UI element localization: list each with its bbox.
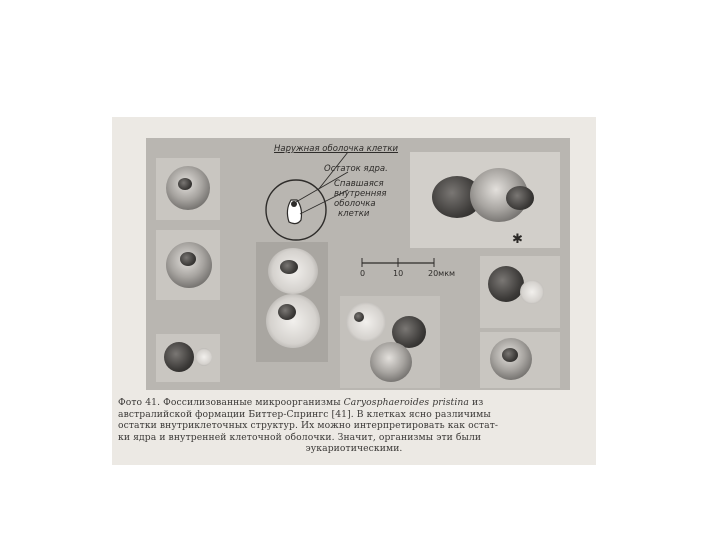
micrograph-cell-6: [480, 256, 560, 328]
label-outer-shell: Наружная оболочка клетки: [274, 144, 399, 154]
micrograph-cell-cluster: [410, 152, 560, 248]
cell-upper-nucleus: [280, 260, 298, 274]
cell-nucleus: [180, 252, 196, 266]
cell-lower: [370, 342, 412, 382]
caption-species-name: Caryosphaeroides pristina: [343, 397, 469, 408]
cell-lower-nucleus: [278, 304, 296, 320]
micrograph-cell-3: [256, 242, 328, 362]
cell-mass-3: [506, 186, 534, 210]
cell-diagram-svg: [236, 138, 416, 248]
micrograph-cell-7: [480, 332, 560, 388]
scale-label-10: 10: [393, 269, 404, 278]
label-inner-shell-1: Спавшаяся: [334, 179, 384, 189]
micrograph-cell-5: [156, 334, 220, 382]
label-nucleus-remnant: Остаток ядра.: [324, 164, 388, 174]
cell-diagram: [236, 138, 416, 248]
scale-label-20: 20мкм: [428, 269, 456, 278]
cell-lower: [266, 294, 320, 348]
micrograph-cell-2: [156, 230, 220, 300]
label-inner-shell-3: оболочка: [334, 199, 376, 209]
cell-nucleus: [354, 312, 364, 322]
caption-line-1-suffix: из: [472, 397, 484, 408]
caption-line-1: [118, 397, 590, 409]
cell-body: [346, 302, 386, 342]
scale-bar-svg: [360, 255, 456, 269]
asterisk-mark: ✱: [512, 232, 523, 247]
caption-line-3: остатки внутриклеточных структур. Их можно интерпретировать как остат-: [118, 420, 499, 431]
cell-body: [488, 266, 524, 302]
cell-nucleus: [178, 178, 192, 190]
micrograph-cell-4: [340, 296, 440, 388]
micrograph-plate: [146, 138, 570, 390]
label-inner-shell-4: клетки: [338, 209, 370, 219]
caption-line-2: австралийской формации Биттер-Спрингс [41]. В клетках ясно различимы: [118, 408, 491, 420]
label-inner-shell-2: внутренняя: [334, 189, 387, 199]
cell-nucleus: [502, 348, 518, 362]
scanned-page: [112, 117, 596, 465]
scale-label-0: 0: [360, 269, 366, 278]
micrograph-cell-1: [156, 158, 220, 220]
figure-caption: [118, 397, 590, 455]
cell-light: [196, 348, 212, 366]
cell-body: [164, 342, 194, 372]
scale-bar: [360, 254, 456, 284]
cell-light: [520, 280, 544, 304]
caption-line-4: ки ядра и внутренней клеточной оболочки. Значит, организмы эти были: [118, 431, 482, 443]
caption-line-5: эукариотическими.: [305, 443, 403, 454]
caption-line-1-prefix: Фото 41. Фоссилизованные микроорганизмы: [118, 397, 341, 408]
